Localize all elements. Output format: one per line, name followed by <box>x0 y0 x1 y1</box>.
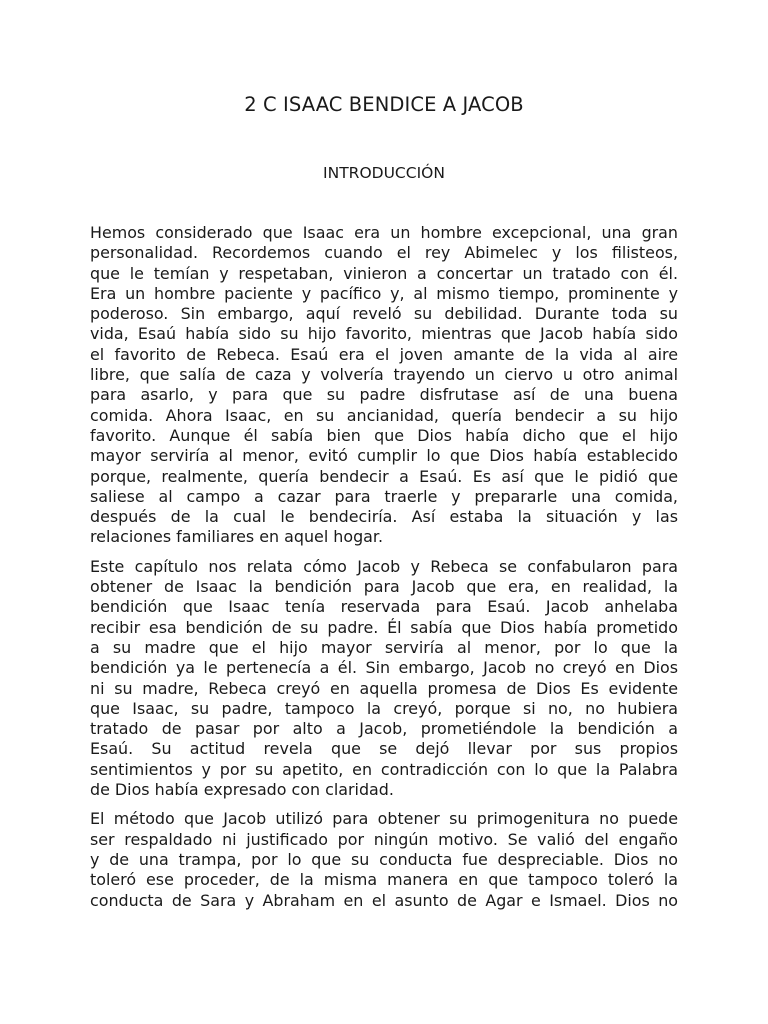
text-line: toleró ese proceder, de la misma manera en que tampoco toleró la <box>90 870 678 890</box>
text-line: poderoso. Sin embargo, aquí reveló su debilidad. Durante toda su <box>90 304 678 324</box>
text-line: favorito. Aunque él sabía bien que Dios había dicho que el hijo <box>90 425 678 445</box>
text-line: y de una trampa, por lo que su conducta fue despreciable. Dios no <box>90 849 678 869</box>
text-line: sentimientos y por su apetito, en contradicción con lo que la Palabra <box>90 759 678 779</box>
text-line: para asarlo, y para que su padre disfrutase así de una buena <box>90 385 678 405</box>
text-line: Esaú. Su actitud revela que se dejó llevar por sus propios <box>90 739 678 759</box>
text-line: a su madre que el hijo mayor serviría al menor, por lo que la <box>90 637 678 657</box>
text-line: tratado de pasar por alto a Jacob, prometiéndole la bendición a <box>90 719 678 739</box>
text-line: El método que Jacob utilizó para obtener su primogenitura no puede <box>90 809 678 829</box>
paragraph-2 <box>90 557 678 801</box>
text-line: bendición ya le pertenecía a él. Sin embargo, Jacob no creyó en Dios <box>90 658 678 678</box>
section-heading: INTRODUCCIÓN <box>323 164 445 182</box>
text-line: que le temían y respetaban, vinieron a concertar un tratado con él. <box>90 263 678 283</box>
text-line: que Isaac, su padre, tampoco la creyó, porque si no, no hubiera <box>90 698 678 718</box>
document-title: 2 C ISAAC BENDICE A JACOB <box>244 93 524 116</box>
text-line: Era un hombre paciente y pacífico y, al mismo tiempo, prominente y <box>90 283 678 303</box>
text-line: Hemos considerado que Isaac era un hombre excepcional, una gran <box>90 223 678 242</box>
text-line: después de la cual le bendeciría. Así estaba la situación y las <box>90 507 678 527</box>
text-line: conducta de Sara y Abraham en el asunto de Agar e Ismael. Dios no <box>90 890 678 910</box>
text-line: obtener de Isaac la bendición para Jacob que era, en realidad, la <box>90 577 678 597</box>
paragraph-1 <box>90 223 678 548</box>
text-line: libre, que salía de caza y volvería trayendo un ciervo u otro animal <box>90 365 678 385</box>
body-text <box>90 223 678 920</box>
text-line: saliese al campo a cazar para traerle y prepararle una comida, <box>90 486 678 506</box>
paragraph-3 <box>90 809 678 910</box>
text-line: porque, realmente, quería bendecir a Esaú. Es así que le pidió que <box>90 466 678 486</box>
text-line: bendición que Isaac tenía reservada para Esaú. Jacob anhelaba <box>90 597 678 617</box>
text-line: ni su madre, Rebeca creyó en aquella promesa de Dios Es evidente <box>90 678 678 698</box>
text-line: mayor serviría al menor, evitó cumplir lo que Dios había establecido <box>90 446 678 466</box>
text-line: personalidad. Recordemos cuando el rey Abimelec y los filisteos, <box>90 243 678 263</box>
text-line: comida. Ahora Isaac, en su ancianidad, quería bendecir a su hijo <box>90 405 678 425</box>
text-line: vida, Esaú había sido su hijo favorito, mientras que Jacob había sido <box>90 324 678 344</box>
text-line: el favorito de Rebeca. Esaú era el joven amante de la vida al aire <box>90 344 678 364</box>
text-line: recibir esa bendición de su padre. Él sabía que Dios había prometido <box>90 617 678 637</box>
text-line: relaciones familiares en aquel hogar. <box>90 527 384 547</box>
text-line: de Dios había expresado con claridad. <box>90 780 394 800</box>
text-line: ser respaldado ni justificado por ningún motivo. Se valió del engaño <box>90 829 678 849</box>
text-line: Este capítulo nos relata cómo Jacob y Rebeca se confabularon para <box>90 556 678 576</box>
